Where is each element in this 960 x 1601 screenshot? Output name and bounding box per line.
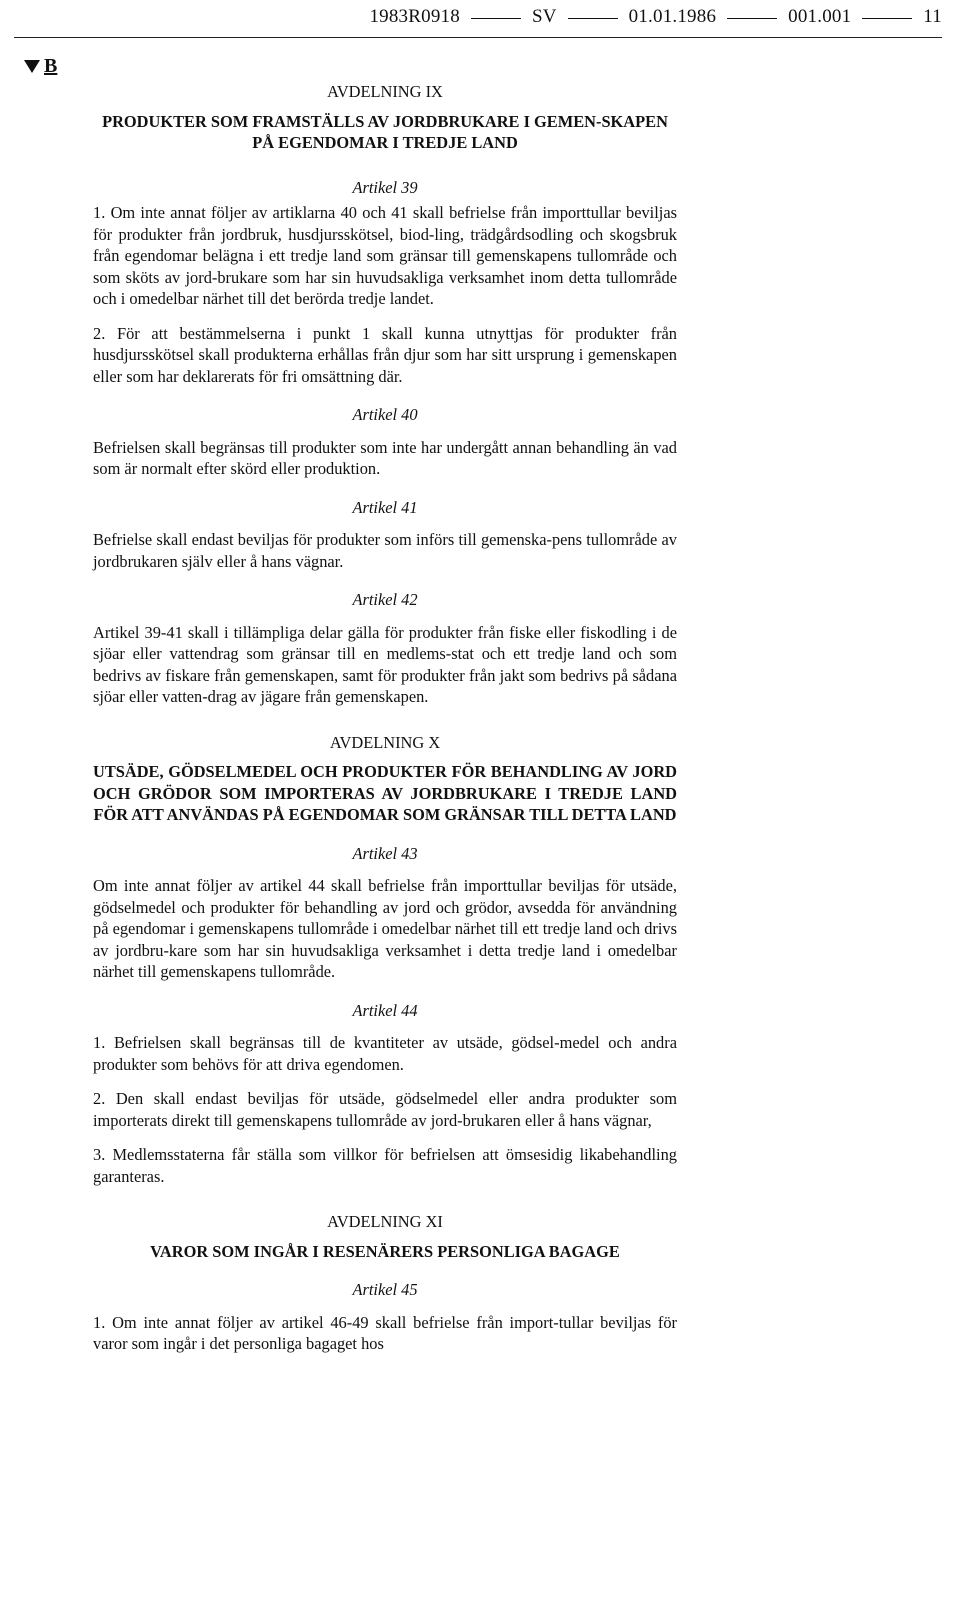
paragraph: Befrielsen skall begränsas till produkter som inte har undergått annan behandling än vad som är normalt efter skörd eller produktion.	[93, 437, 677, 478]
header-dash	[568, 18, 618, 19]
paragraph: 1. Befrielsen skall begränsas till de kvantiteter av utsäde, gödsel-medel och andra produkter som behövs för att driva egendomen.	[93, 1033, 677, 1074]
paragraph: 1. Om inte annat följer av artiklarna 40 och 41 skall befrielse från importtullar beviljas för produkter från jordbruk, husdjursskötsel, biod-ling, trädgårdsodling och skogsbruk från egendomar belägna i ett tredje land som gränsar till gemenskapens tullområde och som sköts av jord-brukare som har sin huvudsakliga verksamhet inom detta tullområde och i omedelbar närhet till det berörda tredje landet.	[93, 203, 677, 308]
paragraph: Om inte annat följer av artikel 44 skall befrielse från importtullar beviljas för utsäde, gödselmedel och produkter för behandling av jord och grödor, avsedda för användning på egendomar i gemenskapens tullområde i omedelbar närhet till ett tredje land och drivs av jordbru-kare som har sin huvudsakliga verksamhet i detta tredje land i omedelbar närhet till gemenskapens tullområde.	[93, 876, 677, 981]
page-header	[369, 6, 942, 28]
article-title: Artikel 42	[352, 590, 418, 609]
article-title: Artikel 41	[352, 497, 418, 517]
header-dash	[862, 18, 912, 19]
header-dash	[471, 18, 521, 19]
article-title: Artikel 40	[352, 405, 418, 424]
document-body	[93, 76, 677, 1368]
paragraph: 1. Om inte annat följer av artikel 46-49 skall befrielse från import-tullar beviljas för varor som ingår i det personliga bagaget hos	[93, 1312, 677, 1353]
article-title: Artikel 43	[352, 843, 418, 863]
paragraph: Artikel 39-41 skall i tillämpliga delar gälla för produkter från fiske eller fiskodling i de sjöar eller vattendrag som gränsar till en medlems-stat och ett tredje land och som bedrivs av fiskare från gemenskapen, samt för produkter från jakt som bedrivs på sådana sjöar eller vatten-drag av jägare från gemenskapen.	[93, 622, 677, 706]
article-title: Artikel 45	[352, 1280, 418, 1299]
section-title: VAROR SOM INGÅR I RESENÄRERS PERSONLIGA BAGAGE	[150, 1241, 620, 1261]
section-heading: AVDELNING X	[329, 732, 441, 752]
amendment-marker	[24, 55, 57, 78]
version-number: 001.001	[788, 6, 852, 27]
section-heading: AVDELNING XI	[327, 1212, 443, 1231]
paragraph: 2. Den skall endast beviljas för utsäde, gödselmedel eller andra produkter som importerats direkt till gemenskapens tullområde av jord-brukaren eller å hans vägnar,	[93, 1089, 677, 1130]
section-title: UTSÄDE, GÖDSELMEDEL OCH PRODUKTER FÖR BEHANDLING AV JORD OCH GRÖDOR SOM IMPORTERAS AV JORDBRUKARE I TREDJE LAND FÖR ATT ANVÄNDAS PÅ EGENDOMAR SOM GRÄNSAR TILL DETTA LAND	[93, 762, 677, 824]
triangle-down-icon	[24, 60, 40, 73]
section-title: PRODUKTER SOM FRAMSTÄLLS AV JORDBRUKARE I GEMEN-SKAPEN PÅ EGENDOMAR I TREDJE LAND	[102, 111, 668, 152]
language-code: SV	[531, 6, 557, 27]
document-id: 1983R0918	[369, 6, 460, 27]
article-title: Artikel 44	[352, 1000, 418, 1020]
section-heading: AVDELNING IX	[327, 82, 443, 101]
paragraph: 2. För att bestämmelserna i punkt 1 skall kunna utnyttjas för produkter från husdjursskötsel skall produkterna erhållas från djur som har sitt ursprung i gemenskapen eller som har deklarerats för fri omsättning där.	[93, 323, 677, 386]
consolidation-date: 01.01.1986	[628, 6, 717, 27]
article-title: Artikel 39	[352, 177, 418, 197]
paragraph: 3. Medlemsstaterna får ställa som villkor för befrielsen att ömsesidig likabehandling garanteras.	[93, 1145, 677, 1186]
header-rule	[14, 37, 942, 38]
amendment-marker-label: B	[44, 55, 58, 77]
page-number: 11	[923, 6, 942, 27]
header-dash	[727, 18, 777, 19]
paragraph: Befrielse skall endast beviljas för produkter som införs till gemenska-pens tullområde av jordbrukaren själv eller å hans vägnar.	[93, 530, 677, 571]
